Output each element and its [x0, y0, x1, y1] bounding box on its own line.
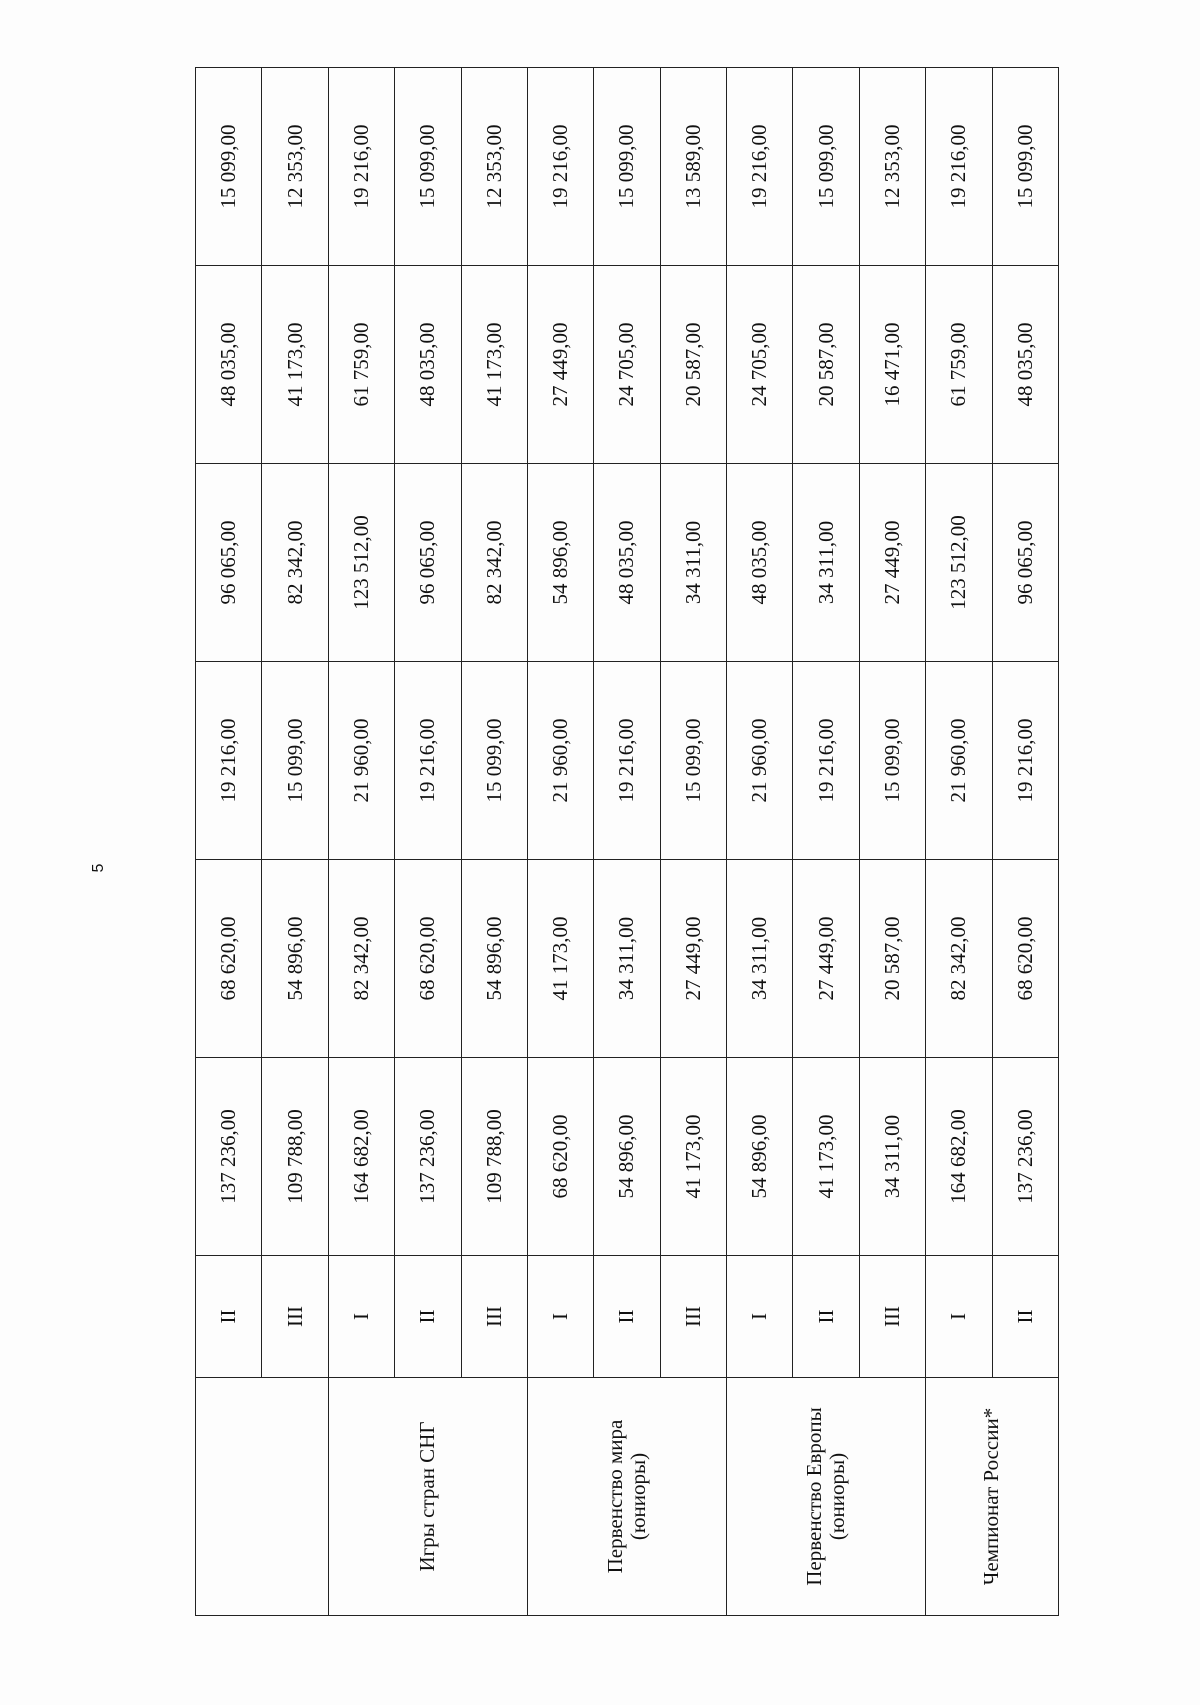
amount-cell: 137 236,00: [395, 1058, 461, 1256]
amount-cell: 27 449,00: [859, 464, 925, 662]
amount-cell: 137 236,00: [196, 1058, 262, 1256]
amount-cell: 15 099,00: [461, 662, 527, 860]
competition-name-cell: [196, 1378, 329, 1616]
amount-cell: 34 311,00: [793, 464, 859, 662]
amount-cell: 48 035,00: [727, 464, 793, 662]
amount-cell: 19 216,00: [793, 662, 859, 860]
class-cell: II: [395, 1256, 461, 1378]
amount-cell: 27 449,00: [527, 266, 593, 464]
amount-cell: 109 788,00: [461, 1058, 527, 1256]
class-cell: III: [461, 1256, 527, 1378]
table-row: [926, 68, 992, 1616]
amount-cell: 19 216,00: [395, 662, 461, 860]
amount-cell: 15 099,00: [262, 662, 328, 860]
table-row: [328, 68, 394, 1616]
amount-cell: 54 896,00: [461, 860, 527, 1058]
amount-cell: 61 759,00: [328, 266, 394, 464]
amount-cell: 54 896,00: [727, 1058, 793, 1256]
class-cell: III: [660, 1256, 726, 1378]
table-row: [727, 68, 793, 1616]
amount-cell: 82 342,00: [926, 860, 992, 1058]
amount-cell: 34 311,00: [727, 860, 793, 1058]
amount-cell: 21 960,00: [727, 662, 793, 860]
amount-cell: 137 236,00: [992, 1058, 1058, 1256]
amount-cell: 41 173,00: [262, 266, 328, 464]
amount-cell: 12 353,00: [859, 68, 925, 266]
amount-cell: 19 216,00: [328, 68, 394, 266]
amount-cell: 41 173,00: [660, 1058, 726, 1256]
amount-cell: 82 342,00: [262, 464, 328, 662]
competition-name-cell: Первенство мира (юниоры): [527, 1378, 726, 1616]
page-number: 5: [90, 863, 107, 873]
amount-cell: 19 216,00: [594, 662, 660, 860]
rotated-table-frame: [195, 68, 1058, 1616]
amount-cell: 19 216,00: [992, 662, 1058, 860]
amount-cell: 15 099,00: [793, 68, 859, 266]
competition-name-cell: Игры стран СНГ: [328, 1378, 527, 1616]
amount-cell: 41 173,00: [461, 266, 527, 464]
amount-cell: 48 035,00: [594, 464, 660, 662]
amount-cell: 96 065,00: [992, 464, 1058, 662]
amount-cell: 54 896,00: [262, 860, 328, 1058]
amount-cell: 61 759,00: [926, 266, 992, 464]
amount-cell: 20 587,00: [793, 266, 859, 464]
amount-cell: 68 620,00: [395, 860, 461, 1058]
amount-cell: 19 216,00: [727, 68, 793, 266]
amount-cell: 41 173,00: [527, 860, 593, 1058]
amount-cell: 68 620,00: [196, 860, 262, 1058]
amount-cell: 12 353,00: [262, 68, 328, 266]
amount-cell: 41 173,00: [793, 1058, 859, 1256]
amount-cell: 15 099,00: [859, 662, 925, 860]
amount-cell: 19 216,00: [926, 68, 992, 266]
amount-cell: 20 587,00: [859, 860, 925, 1058]
class-cell: II: [594, 1256, 660, 1378]
amount-cell: 54 896,00: [594, 1058, 660, 1256]
table-row: [196, 68, 262, 1616]
class-cell: I: [527, 1256, 593, 1378]
amount-cell: 68 620,00: [527, 1058, 593, 1256]
amount-cell: 109 788,00: [262, 1058, 328, 1256]
amount-cell: 54 896,00: [527, 464, 593, 662]
class-cell: III: [859, 1256, 925, 1378]
class-cell: II: [196, 1256, 262, 1378]
class-cell: I: [328, 1256, 394, 1378]
amount-cell: 164 682,00: [328, 1058, 394, 1256]
amount-cell: 12 353,00: [461, 68, 527, 266]
amount-cell: 123 512,00: [926, 464, 992, 662]
amount-cell: 15 099,00: [660, 662, 726, 860]
amount-cell: 34 311,00: [859, 1058, 925, 1256]
amount-cell: 13 589,00: [660, 68, 726, 266]
amount-cell: 48 035,00: [992, 266, 1058, 464]
table-body: [196, 68, 1059, 1616]
amount-cell: 21 960,00: [926, 662, 992, 860]
amount-cell: 15 099,00: [594, 68, 660, 266]
class-cell: II: [793, 1256, 859, 1378]
amount-cell: 20 587,00: [660, 266, 726, 464]
amount-cell: 68 620,00: [992, 860, 1058, 1058]
amount-cell: 82 342,00: [461, 464, 527, 662]
amount-cell: 24 705,00: [594, 266, 660, 464]
amount-cell: 19 216,00: [196, 662, 262, 860]
prize-fund-table: [195, 67, 1059, 1616]
amount-cell: 21 960,00: [328, 662, 394, 860]
amount-cell: 82 342,00: [328, 860, 394, 1058]
amount-cell: 123 512,00: [328, 464, 394, 662]
amount-cell: 48 035,00: [395, 266, 461, 464]
class-cell: II: [992, 1256, 1058, 1378]
class-cell: I: [727, 1256, 793, 1378]
amount-cell: 15 099,00: [395, 68, 461, 266]
amount-cell: 96 065,00: [395, 464, 461, 662]
amount-cell: 34 311,00: [594, 860, 660, 1058]
table-row: [527, 68, 593, 1616]
amount-cell: 19 216,00: [527, 68, 593, 266]
competition-name-cell: Чемпионат России*: [926, 1378, 1059, 1616]
amount-cell: 27 449,00: [793, 860, 859, 1058]
amount-cell: 96 065,00: [196, 464, 262, 662]
table-container: [195, 68, 1058, 1616]
amount-cell: 15 099,00: [992, 68, 1058, 266]
amount-cell: 164 682,00: [926, 1058, 992, 1256]
class-cell: I: [926, 1256, 992, 1378]
amount-cell: 34 311,00: [660, 464, 726, 662]
amount-cell: 24 705,00: [727, 266, 793, 464]
class-cell: III: [262, 1256, 328, 1378]
amount-cell: 48 035,00: [196, 266, 262, 464]
amount-cell: 27 449,00: [660, 860, 726, 1058]
amount-cell: 16 471,00: [859, 266, 925, 464]
amount-cell: 15 099,00: [196, 68, 262, 266]
amount-cell: 21 960,00: [527, 662, 593, 860]
competition-name-cell: Первенство Европы (юниоры): [727, 1378, 926, 1616]
